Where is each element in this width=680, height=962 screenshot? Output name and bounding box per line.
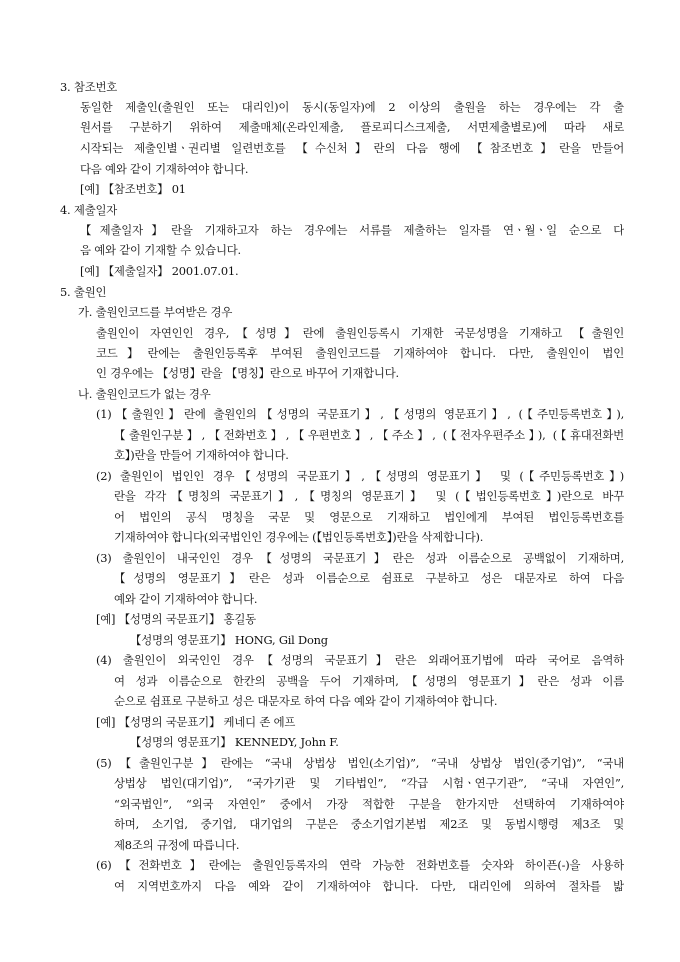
text-line: 원서를 구분하기 위하여 제출매체(온라인제출, 플로피디스크제출, 서면제출별로)에 따라 새로 — [80, 120, 624, 134]
text-line: 출원인이 자연인인 경우,【성명】란에 출원인등록시 기재한 국문성명을 기재하고 【출원인 — [96, 326, 624, 340]
item-2-line: (2) 출원인이 법인인 경우【성명의 국문표기】,【성명의 영문표기】 및 (【주민등록번호】) — [96, 469, 624, 483]
heading-reference-number: 3. 참조번호 — [60, 80, 118, 94]
subheading-with-code: 가. 출원인코드를 부여받은 경우 — [78, 305, 233, 319]
item-1-line: (1)【출원인】란에 출원인의【성명의 국문표기】,【성명의 영문표기】, (【주민등록번호】), — [96, 407, 624, 421]
text-line: 시작되는 제출인별ㆍ권리별 일련번호를 【수신처】란의 다음 행에 【참조번호】란을 만들어 — [80, 141, 624, 155]
example-line: 【성명의 영문표기】 HONG, Gil Dong — [130, 633, 328, 647]
example-line: [예] 【참조번호】 01 — [80, 182, 186, 196]
text-line: 상법상 법인(대기업)”, “국가기관 및 기타법인”, “각급 시험ㆍ연구기관”, “국내 자연인”, — [114, 776, 624, 790]
example-line: [예] 【성명의 국문표기】 케네디 존 에프 — [96, 715, 296, 729]
text-line: 란을 각각【명칭의 국문표기】,【명칭의 영문표기】 및 (【법인등록번호】)란으로 바꾸 — [114, 489, 624, 503]
item-4-line: (4) 출원인이 외국인인 경우【성명의 국문표기】란은 외래어표기법에 따라 국어로 음역하 — [96, 653, 624, 667]
text-line: 【제출일자】란을 기재하고자 하는 경우에는 서류를 제출하는 일자를 연ㆍ월ㆍ일 순으로 다 — [80, 223, 624, 237]
item-5-line: (5)【출원인구분】란에는 “국내 상법상 법인(소기업)”, “국내 상법상 법인(중기업)”, “국내 — [96, 756, 624, 770]
text-line: 순으로 쉼표로 구분하고 성은 대문자로 하여 다음 예와 같이 기재하여야 합니다. — [114, 694, 498, 708]
text-line: 【성명의 영문표기】란은 성과 이름순으로 쉼표로 구분하고 성은 대문자로 하여 다음 — [114, 571, 624, 585]
text-line: 음 예와 같이 기재할 수 있습니다. — [80, 243, 241, 257]
text-line: “외국법인”, “외국 자연인” 중에서 가장 적합한 구분을 한가지만 선택하여 기재하여야 — [114, 797, 624, 811]
text-line: 제8조의 규정에 따릅니다. — [114, 838, 240, 852]
text-line: 호】)란을 만들어 기재하여야 합니다. — [114, 448, 289, 462]
item-3-line: (3) 출원인이 내국인인 경우【성명의 국문표기】란은 성과 이름순으로 공백없이 기재하며, — [96, 551, 624, 565]
text-line: 【출원인구분】,【전화번호】,【우편번호】,【주소】, (【전자우편주소】), (【휴대전화번 — [114, 428, 624, 442]
text-line: 여 지역번호까지 다음 예와 같이 기재하여야 합니다. 다만, 대리인에 의하여 절차를 밟 — [114, 879, 624, 893]
heading-submission-date: 4. 제출일자 — [60, 203, 118, 217]
text-line: 인 경우에는 【성명】란을 【명칭】란으로 바꾸어 기재합니다. — [96, 366, 399, 380]
heading-applicant: 5. 출원인 — [60, 285, 107, 299]
text-line: 어 법인의 공식 명칭을 국문 및 영문으로 기재하고 법인에게 부여된 법인등록번호를 — [114, 510, 624, 524]
text-line: 코드】란에는 출원인등록후 부여된 출원인코드를 기재하여야 합니다. 다만, 출원인이 법인 — [96, 346, 624, 360]
text-line: 여 성과 이름순으로 한칸의 공백을 두어 기재하며,【성명의 영문표기】란은 성과 이름 — [114, 674, 624, 688]
item-6-line: (6)【전화번호】란에는 출원인등록자의 연락 가능한 전화번호를 숫자와 하이픈(-)을 사용하 — [96, 858, 624, 872]
text-line: 예와 같이 기재하여야 합니다. — [114, 592, 258, 606]
text-line: 다음 예와 같이 기재하여야 합니다. — [80, 162, 249, 176]
example-line: [예] 【성명의 국문표기】 홍길동 — [96, 612, 256, 626]
subheading-without-code: 나. 출원인코드가 없는 경우 — [78, 387, 211, 401]
text-line: 기재하여야 합니다(외국법인인 경우에는 (【법인등록번호】)란을 삭제합니다). — [114, 530, 484, 544]
example-line: 【성명의 영문표기】 KENNEDY, John F. — [130, 735, 339, 749]
text-line: 하며, 소기업, 중기업, 대기업의 구분은 중소기업기본법 제2조 및 동법시행령 제3조 및 — [114, 817, 624, 831]
text-line: 동일한 제출인(출원인 또는 대리인)이 동시(동일자)에 2 이상의 출원을 하는 경우에는 각 출 — [80, 100, 624, 114]
example-line: [예] 【제출일자】 2001.07.01. — [80, 264, 239, 278]
